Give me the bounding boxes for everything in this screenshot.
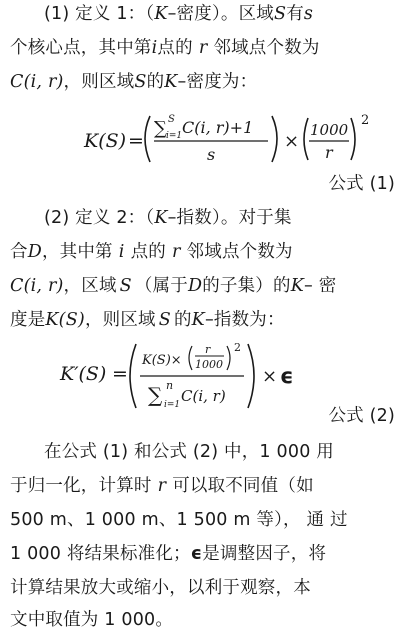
formula-1-lhs: K(S) [84,130,127,152]
var-s: s [303,4,314,24]
text: ，其中第 [41,242,113,262]
var-D: D [27,242,42,262]
var-i: i [151,38,158,58]
var-D: D [187,276,203,296]
text: ，则区域 [84,310,156,330]
inner-left-paren [189,346,192,370]
text: 的 [173,310,192,330]
var-K: K [154,208,168,228]
text: 可以取不同值（如 [172,476,314,496]
formula-2-label: 公式 (2) [328,406,395,426]
inner-denominator: 1000 [195,358,223,371]
text: ，则区域 [63,72,135,92]
sum-upper: n [166,379,174,392]
denominator: s [207,145,216,164]
p3-line-4 [10,542,405,566]
text: (1) 定义 1：（ [44,4,155,24]
times: × [262,366,278,387]
p1-line-2 [10,36,405,60]
text: 1 000 将结果标准化； [10,544,191,564]
var-r: r [157,476,167,496]
text: –指数为： [204,310,285,330]
p3-line-1: 在公式 (1) 和公式 (2) 中，1 000 用 [44,442,334,462]
times: × [284,131,300,152]
denominator-expr: C(i, r) [181,387,226,405]
var-K: K [164,72,178,92]
epsilon-symbol: ϵ [190,544,203,564]
right-paren [272,116,277,162]
p3-line-3: 500 m、1 000 m、1 500 m 等）， 通 过 [10,510,348,530]
text: 合 [10,242,28,262]
var-K: K [154,4,168,24]
var-S: S [158,310,171,330]
sum-lower: i=1 [166,131,183,141]
numerator-expr: C(i, r)+1 [182,118,254,137]
var-S: S [119,276,132,296]
var-S: S [134,72,147,92]
p2-line-1 [44,206,405,230]
p1-line-1 [44,2,405,26]
left-paren [145,116,150,162]
text: 于归一化，计算时 [10,476,152,496]
var-S: S [274,4,287,24]
numerator-ks: K(S)× [142,353,182,368]
frac2-denominator: r [325,143,333,162]
text: ，区域 [63,276,117,296]
var-i: i [118,242,125,262]
text: 的 [146,72,165,92]
p3-line-5: 计算结果放大或缩小，以利于观察，本 [10,578,311,598]
expr-C-i-r: C(i, r) [10,72,64,92]
sum-lower: i=1 [164,400,181,410]
formula-1-equals: = [128,130,144,152]
text: 邻域点个数为 [186,242,293,262]
sum-symbol: ∑ [154,118,167,139]
expr-C-i-r: C(i, r) [10,276,64,296]
formula-1-label: 公式 (1) [328,174,395,194]
text: 个核心点，其中第 [10,38,152,58]
text: –密度）。区域 [167,4,274,24]
left-paren [130,344,136,408]
p3-line-2 [10,474,405,498]
right-paren-2 [351,118,355,160]
text: 邻域点个数为 [213,38,320,58]
p1-line-3 [10,70,405,94]
left-paren-2 [304,118,308,160]
text: 是调整因子，将 [202,544,327,564]
p2-line-2 [10,240,405,264]
text: (2) 定义 2：（ [44,208,155,228]
text: （属于 [134,276,188,296]
formula-2-equals: = [112,363,128,385]
right-paren [248,344,254,408]
epsilon-symbol: ϵ [280,364,294,388]
formula-1 [0,108,413,170]
formula-2-lhs: K′(S) [60,363,107,385]
frac2-numerator: 1000 [310,121,349,139]
inner-right-paren [227,346,230,370]
sum-symbol: ∑ [148,383,163,407]
var-K: K [191,310,205,330]
sum-upper: S [168,114,175,125]
exponent: 2 [361,113,370,128]
text: –指数）。对于集 [167,208,292,228]
expr-K-S: K(S) [45,310,85,330]
var-r: r [198,38,208,58]
text: 点的 [130,242,166,262]
var-K: K [290,276,304,296]
text: 有 [286,4,304,24]
text: 度是 [10,310,46,330]
text: 点的 [157,38,193,58]
inner-exponent: 2 [234,341,241,354]
text: 的子集）的 [202,276,291,296]
text: –密度为： [177,72,258,92]
text: – 密 [303,276,337,296]
var-r: r [171,242,181,262]
inner-numerator: r [205,343,211,356]
p3-line-6: 文中取值为 1 000。 [10,610,174,630]
formula-2 [0,340,413,412]
p2-line-4 [10,308,405,332]
p2-line-3 [10,274,405,298]
